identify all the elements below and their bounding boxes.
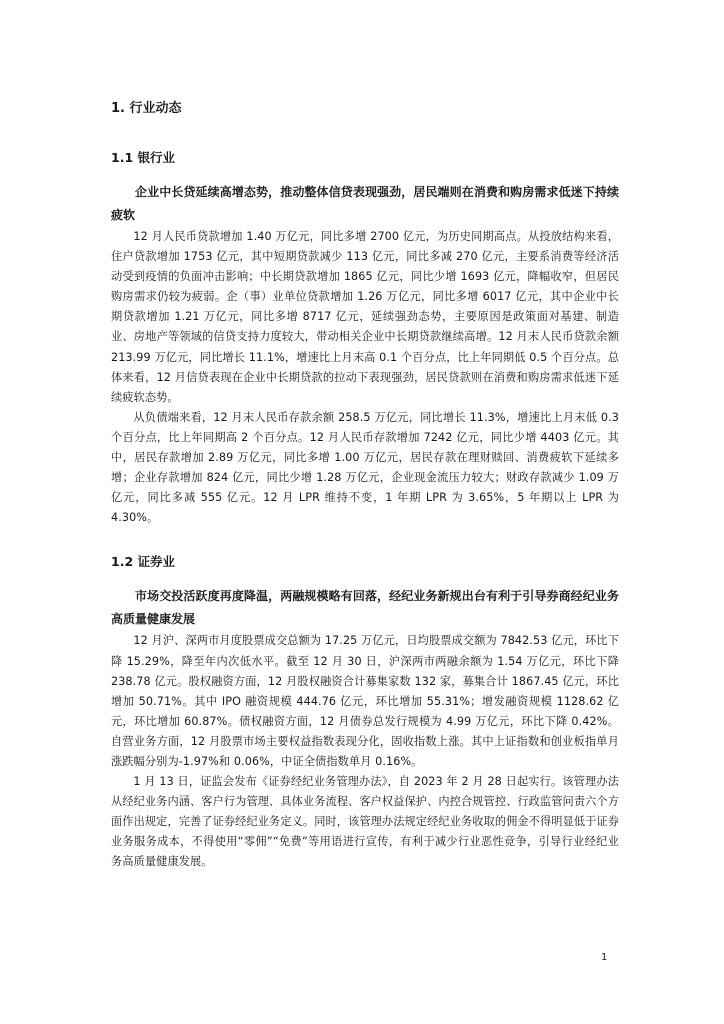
document-body [111,99,619,873]
bank-lead: 企业中长贷延续高增态势，推动整体信贷表现强劲，居民端则在消费和购房需求低迷下持续疲软 [111,185,619,222]
securities-heading: 1.2 证券业 [111,554,175,570]
bank-paragraph-2: 从负债端来看，12 月末人民币存款余额 258.5 万亿元，同比增长 11.3%，增速比上月末低 0.3 个百分点，比上年同期高 2 个百分点。12 月人民币存款增加 7242 亿元，同比少增 4403 亿元。其中，居民存款增加 2.89 万亿元，同比多增 1.00 万亿元，居民存款在理财赎回、消费疲软下延续多增；企业存款增加 824 亿元，同比少增 1.28 万亿元，企业现金流压力较大；财政存款减少 1.09 万亿元，同比多减 555 亿元。12 月 LPR 维持不变，1 年期 LPR 为 3.65%，5 年期以上 LPR 为 4.30%。 [111,410,619,525]
bank-paragraph-1: 12 月人民币贷款增加 1.40 万亿元，同比多增 2700 亿元，为历史同期高点。从投放结构来看，住户贷款增加 1753 亿元，其中短期贷款减少 113 亿元，同比多减 270 亿元，主要系消费等经济活动受到疫情的负面冲击影响；中长期贷款增加 1865 亿元，同比少增 1693 亿元，降幅收窄，但居民购房需求仍较为疲弱。企（事）业单位贷款增加 1.26 万亿元，同比多增 6017 亿元，其中企业中长期贷款增加 1.21 万亿元，同比多增 8717 亿元，延续强劲态势，主要原因是政策面对基建、制造业、房地产等领域的信贷支持力度较大，带动相关企业中长期贷款继续高增。12 月末人民币贷款余额 213.99 万亿元，同比增长 11.1%，增速比上月末高 0.1 个百分点，比上年同期低 0.5 个百分点。总体来看，12 月信贷表现在企业中长期贷款的拉动下表现强劲，居民贷款则在消费和购房需求低迷下延续疲软态势。 [111,230,619,404]
page-number: 1 [601,952,608,963]
securities-paragraph-1: 12 月沪、深两市月度股票成交总额为 17.25 万亿元，日均股票成交额为 7842.53 亿元，环比下降 15.29%，降至年内次低水平。截至 12 月 30 日，沪深两市两融余额为 1.54 万亿元，环比下降 238.78 亿元。股权融资方面，12 月股权融资合计募集家数 132 家，募集合计 1867.45 亿元，环比增加 50.71%。其中 IPO 融资规模 444.76 亿元，环比增加 55.31%；增发融资规模 1128.62 亿元，环比增加 60.87%。债权融资方面，12 月债券总发行规模为 4.99 万亿元，环比下降 0.42%。自营业务方面，12 月股票市场主要权益指数表现分化，固收指数上涨。其中上证指数和创业板指单月涨跌幅分别为-1.97%和 0.06%，中证全债指数单月 0.16%。 [111,634,619,768]
bank-heading: 1.1 银行业 [111,150,175,165]
spacer [111,572,619,585]
securities-lead: 市场交投活跃度再度降温，两融规模略有回落，经纪业务新规出台有利于引导券商经纪业务高质量健康发展 [111,589,619,627]
section-title: 1. 行业动态 [111,101,182,116]
spacer [111,119,619,148]
spacer [111,528,619,552]
securities-paragraph-2: 1 月 13 日，证监会发布《证券经纪业务管理办法》，自 2023 年 2 月 28 日起实行。该管理办法从经纪业务内涵、客户行为管理、具体业务流程、客户权益保护、内控合规管控、行政监管问责六个方面作出规定，完善了证券经纪业务定义。同时，该管理办法规定经纪业务收取的佣金不得明显低于证券业务服务成本，不得使用“零佣”“免费”等用语进行宣传，有利于减少行业恶性竞争，引导行业经纪业务高质量健康发展。 [111,775,619,869]
spacer [111,168,619,181]
